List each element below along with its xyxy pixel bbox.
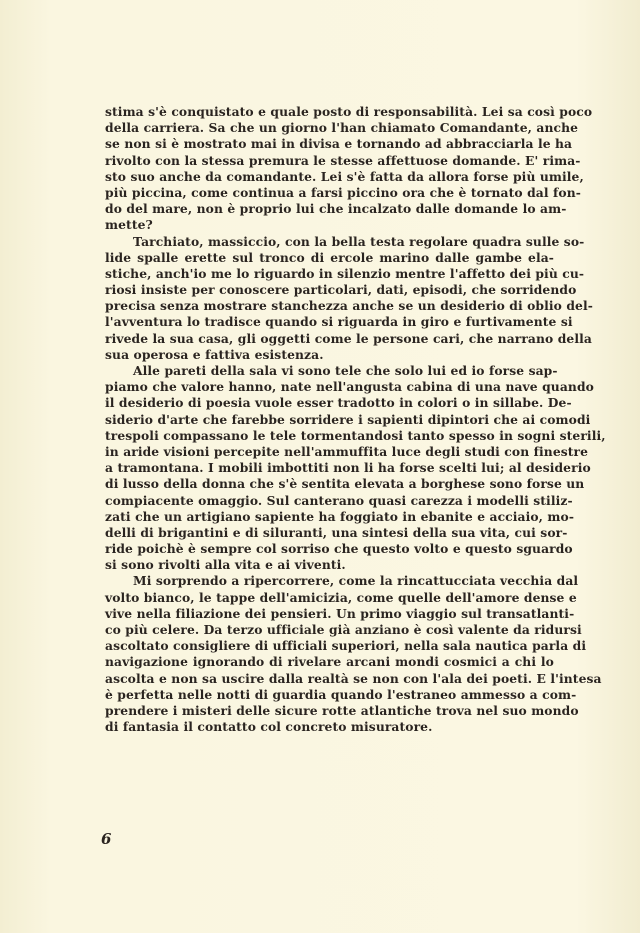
text-line: più piccina, come continua a farsi piccino ora che è tornato dal fon-	[105, 184, 581, 200]
text-line: Mi sorprendo a ripercorrere, come la rincattucciata vecchia dal	[133, 573, 579, 589]
text-line: delli di brigantini e di siluranti, una sintesi della sua vita, cui sor-	[105, 524, 568, 540]
text-line: do del mare, non è proprio lui che incalzato dalle domande lo am-	[105, 201, 567, 217]
text-line: di lusso della donna che s'è sentita elevata a borghese sono forse un	[105, 476, 585, 492]
text-line: zati che un artigiano sapiente ha foggiato in ebanite e acciaio, mo-	[105, 508, 575, 524]
text-line: co più celere. Da terzo ufficiale già anziano è così valente da ridursi	[105, 622, 582, 637]
text-line: siderio d'arte che farebbe sorridere i sapienti dipintori che ai comodi	[105, 411, 591, 427]
text-line: l'avventura lo tradisce quando si riguarda in giro e furtivamente si	[105, 314, 573, 330]
body-text	[105, 104, 606, 735]
text-line: ascoltato consigliere di ufficiali superiori, nella sala nautica parla di	[105, 638, 587, 654]
text-line: stima s'è conquistato e quale posto di responsabilità. Lei sa così poco	[105, 104, 593, 119]
text-line: lide spalle erette sul tronco di ercole marino dalle gambe ela-	[105, 249, 554, 265]
text-line: mette?	[105, 217, 153, 233]
text-line: rivede la sua casa, gli oggetti come le persone cari, che narrano della	[105, 330, 592, 346]
paragraph	[105, 104, 593, 234]
text-line: rivolto con la stessa premura le stesse affettuose domande. E' rima-	[105, 152, 581, 168]
text-line: della carriera. Sa che un giorno l'han chiamato Comandante, anche	[105, 120, 579, 136]
text-line: ride poichè è sempre col sorriso che questo volto e questo sguardo	[105, 541, 573, 557]
text-line: di fantasia il contatto col concreto misuratore.	[105, 719, 433, 735]
text-line: a tramontana. I mobili imbottiti non li ha forse scelti lui; al desiderio	[105, 460, 591, 476]
text-line: Alle pareti della sala vi sono tele che solo lui ed io forse sap-	[133, 363, 558, 378]
text-line: vive nella filiazione dei pensieri. Un primo viaggio sul transatlanti-	[105, 605, 575, 621]
text-line: sua operosa e fattiva esistenza.	[105, 346, 324, 362]
text-line: Tarchiato, massiccio, con la bella testa regolare quadra sulle so-	[133, 233, 585, 249]
text-line: stiche, anch'io me lo riguardo in silenzio mentre l'affetto dei più cu-	[105, 265, 585, 281]
text-line: precisa senza mostrare stanchezza anche se un desiderio di oblio del-	[105, 298, 593, 314]
text-line: sto suo anche da comandante. Lei s'è fatta da allora forse più umile,	[105, 168, 584, 184]
paragraph	[105, 233, 593, 364]
text-line: prendere i misteri delle sicure rotte atlantiche trova nel suo mondo	[105, 702, 579, 718]
text-line: il desiderio di poesia vuole esser tradotto in colori o in sillabe. De-	[105, 395, 572, 411]
text-line: trespoli compassano le tele tormentandosi tanto spesso in sogni sterili,	[105, 427, 606, 443]
text-line: volto bianco, le tappe dell'amicizia, come quelle dell'amore dense e	[105, 589, 577, 605]
text-line: compiacente omaggio. Sul canterano quasi carezza i modelli stiliz-	[105, 492, 573, 508]
page-number: 6	[101, 830, 112, 848]
text-line: navigazione ignorando di rivelare arcani mondi cosmici a chi lo	[105, 654, 554, 670]
text-line: piamo che valore hanno, nate nell'angusta cabina di una nave quando	[105, 379, 594, 395]
paragraph	[105, 573, 602, 735]
text-line: è perfetta nelle notti di guardia quando l'estraneo ammesso a com-	[105, 686, 577, 702]
text-line: riosi insiste per conoscere particolari, dati, episodi, che sorridendo	[105, 282, 577, 298]
paragraph	[105, 363, 606, 573]
text-line: in aride visioni percepite nell'ammuffita luce degli studi con finestre	[105, 443, 589, 459]
text-line: se non si è mostrato mai in divisa e tornando ad abbracciarla le ha	[105, 136, 573, 152]
text-line: ascolta e non sa uscire dalla realtà se non con l'ala dei poeti. E l'intesa	[105, 670, 602, 686]
text-line: si sono rivolti alla vita e ai viventi.	[105, 557, 346, 573]
